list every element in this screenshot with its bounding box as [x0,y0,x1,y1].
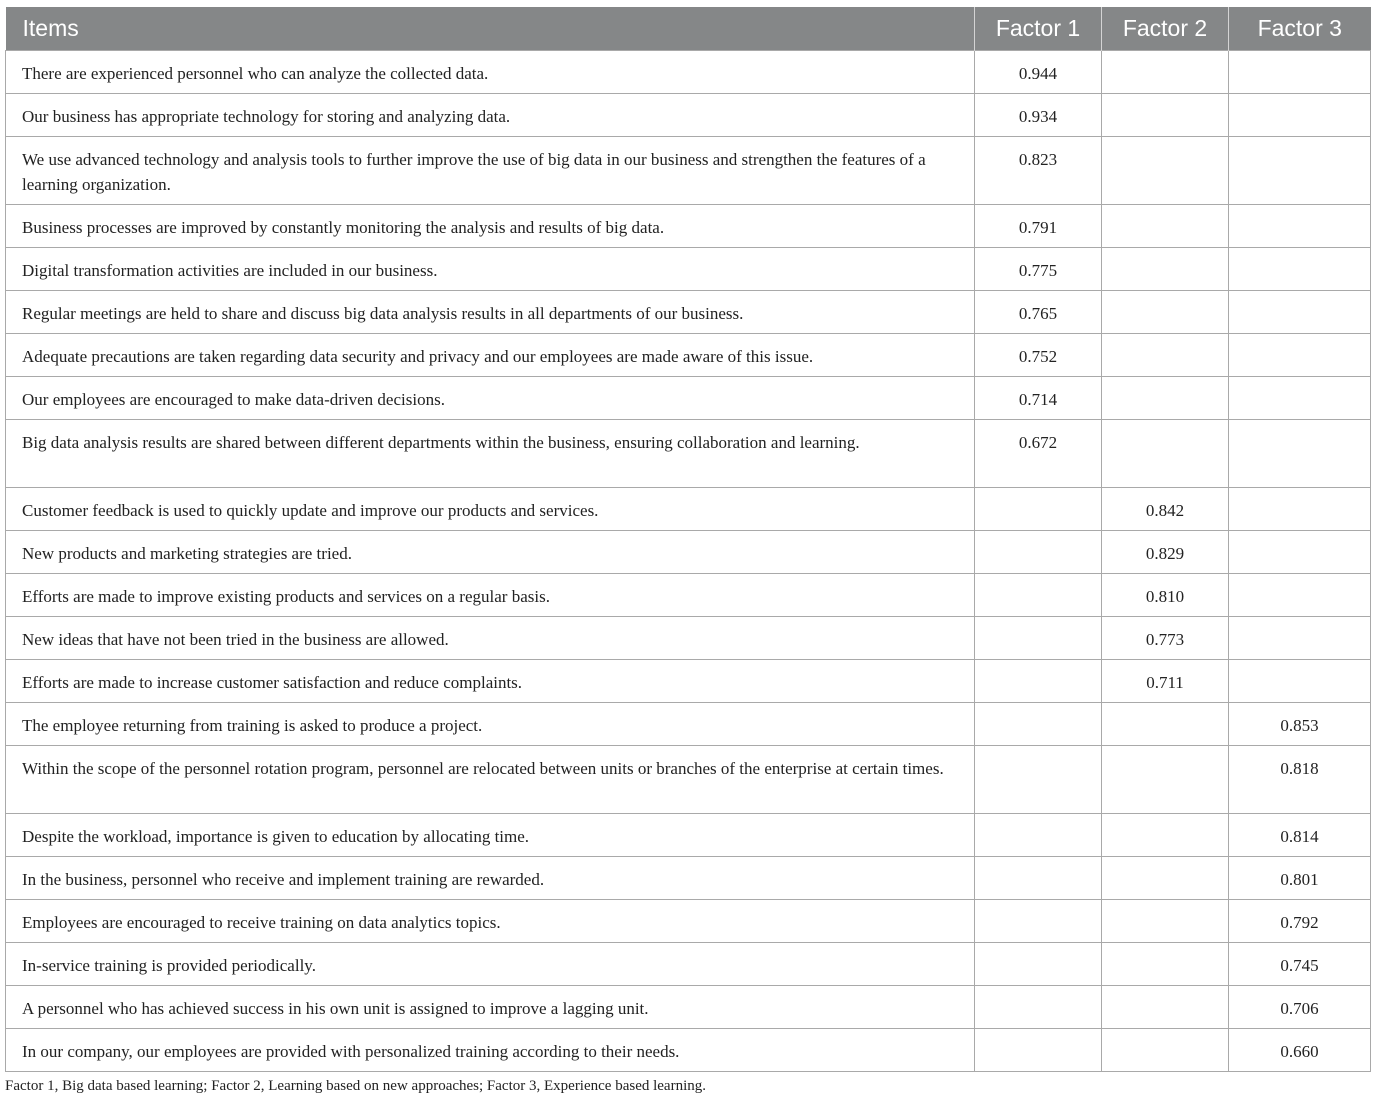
factor-3-loading-cell: 0.792 [1229,900,1371,943]
item-cell: Our employees are encouraged to make data-driven decisions. [6,377,975,420]
table-row [6,943,1371,986]
factor-3-loading-cell [1229,531,1371,574]
item-cell: There are experienced personnel who can analyze the collected data. [6,51,975,94]
item-cell: Our business has appropriate technology for storing and analyzing data. [6,94,975,137]
factor-2-loading-cell [1102,248,1229,291]
table-footnote: Factor 1, Big data based learning; Factor 2, Learning based on new approaches; Factor 3, Experience based learning. [5,1078,707,1094]
factor-1-loading-cell: 0.775 [975,248,1102,291]
item-cell: Digital transformation activities are included in our business. [6,248,975,291]
table-row [6,703,1371,746]
item-cell: Efforts are made to increase customer satisfaction and reduce complaints. [6,660,975,703]
factor-1-loading-cell [975,814,1102,857]
factor-1-loading-cell: 0.934 [975,94,1102,137]
table-row [6,291,1371,334]
item-cell: In our company, our employees are provided with personalized training according to their needs. [6,1029,975,1072]
factor-3-loading-cell: 0.660 [1229,1029,1371,1072]
item-cell: In-service training is provided periodically. [6,943,975,986]
factor-1-loading-cell [975,900,1102,943]
factor-3-loading-cell [1229,377,1371,420]
factor-3-loading-cell: 0.853 [1229,703,1371,746]
table-row [6,574,1371,617]
item-cell: The employee returning from training is asked to produce a project. [6,703,975,746]
factor-1-loading-cell [975,617,1102,660]
factor-3-loading-cell: 0.814 [1229,814,1371,857]
factor-1-loading-cell [975,1029,1102,1072]
item-cell: Despite the workload, importance is given to education by allocating time. [6,814,975,857]
table-row [6,857,1371,900]
table-row [6,531,1371,574]
factor-2-loading-cell: 0.810 [1102,574,1229,617]
factor-2-loading-cell [1102,986,1229,1029]
table-row [6,617,1371,660]
table-row [6,248,1371,291]
factor-3-loading-cell [1229,574,1371,617]
table-row [6,94,1371,137]
table-row [6,51,1371,94]
factor-2-loading-cell [1102,1029,1229,1072]
factor-1-loading-cell [975,574,1102,617]
factor-2-loading-cell [1102,900,1229,943]
item-cell: A personnel who has achieved success in his own unit is assigned to improve a lagging unit. [6,986,975,1029]
item-cell: Customer feedback is used to quickly update and improve our products and services. [6,488,975,531]
factor-1-loading-cell [975,746,1102,814]
factor-1-loading-cell [975,531,1102,574]
factor-2-loading-cell [1102,377,1229,420]
factor-1-loading-cell: 0.791 [975,205,1102,248]
table-row [6,488,1371,531]
factor-2-loading-cell: 0.842 [1102,488,1229,531]
header-factor-3: Factor 3 [1229,7,1371,51]
table-row [6,746,1371,814]
factor-3-loading-cell [1229,420,1371,488]
factor-2-loading-cell [1102,857,1229,900]
table-header-row [6,7,1371,51]
factor-3-loading-cell [1229,660,1371,703]
item-cell: Big data analysis results are shared between different departments within the business, ensuring collaboration and learning. [6,420,975,488]
table-row [6,137,1371,205]
factor-1-loading-cell: 0.714 [975,377,1102,420]
table-row [6,1029,1371,1072]
item-cell: We use advanced technology and analysis tools to further improve the use of big data in our business and strengthen the features of a learning organization. [6,137,975,205]
factor-3-loading-cell [1229,137,1371,205]
factor-2-loading-cell [1102,746,1229,814]
factor-1-loading-cell [975,857,1102,900]
table-row [6,660,1371,703]
table-row [6,377,1371,420]
factor-loadings-table-container [5,7,1370,1072]
table-row [6,814,1371,857]
item-cell: Business processes are improved by constantly monitoring the analysis and results of big data. [6,205,975,248]
table-row [6,334,1371,377]
item-cell: Adequate precautions are taken regarding data security and privacy and our employees are made aware of this issue. [6,334,975,377]
factor-1-loading-cell: 0.765 [975,291,1102,334]
factor-3-loading-cell [1229,51,1371,94]
factor-2-loading-cell: 0.829 [1102,531,1229,574]
factor-2-loading-cell [1102,334,1229,377]
item-cell: Employees are encouraged to receive training on data analytics topics. [6,900,975,943]
factor-3-loading-cell [1229,205,1371,248]
factor-3-loading-cell [1229,94,1371,137]
factor-1-loading-cell [975,488,1102,531]
factor-loadings-table [5,7,1371,1072]
table-body [6,51,1371,1072]
factor-2-loading-cell [1102,703,1229,746]
item-cell: New ideas that have not been tried in the business are allowed. [6,617,975,660]
factor-3-loading-cell: 0.706 [1229,986,1371,1029]
factor-2-loading-cell [1102,291,1229,334]
item-cell: Efforts are made to improve existing products and services on a regular basis. [6,574,975,617]
factor-3-loading-cell [1229,291,1371,334]
factor-2-loading-cell [1102,420,1229,488]
factor-2-loading-cell [1102,137,1229,205]
factor-2-loading-cell: 0.773 [1102,617,1229,660]
factor-3-loading-cell [1229,334,1371,377]
factor-3-loading-cell [1229,248,1371,291]
factor-1-loading-cell [975,660,1102,703]
factor-3-loading-cell [1229,617,1371,660]
header-factor-1: Factor 1 [975,7,1102,51]
item-cell: In the business, personnel who receive and implement training are rewarded. [6,857,975,900]
factor-3-loading-cell: 0.818 [1229,746,1371,814]
factor-1-loading-cell: 0.944 [975,51,1102,94]
factor-3-loading-cell [1229,488,1371,531]
header-items: Items [6,7,975,51]
factor-2-loading-cell [1102,205,1229,248]
item-cell: Regular meetings are held to share and discuss big data analysis results in all departments of our business. [6,291,975,334]
factor-3-loading-cell: 0.745 [1229,943,1371,986]
table-row [6,900,1371,943]
factor-1-loading-cell: 0.752 [975,334,1102,377]
factor-1-loading-cell [975,943,1102,986]
table-row [6,420,1371,488]
factor-2-loading-cell: 0.711 [1102,660,1229,703]
table-row [6,986,1371,1029]
factor-2-loading-cell [1102,943,1229,986]
item-cell: Within the scope of the personnel rotation program, personnel are relocated between units or branches of the enterprise at certain times. [6,746,975,814]
factor-2-loading-cell [1102,51,1229,94]
factor-1-loading-cell: 0.823 [975,137,1102,205]
factor-1-loading-cell [975,986,1102,1029]
factor-2-loading-cell [1102,814,1229,857]
table-row [6,205,1371,248]
item-cell: New products and marketing strategies are tried. [6,531,975,574]
factor-1-loading-cell [975,703,1102,746]
header-factor-2: Factor 2 [1102,7,1229,51]
factor-3-loading-cell: 0.801 [1229,857,1371,900]
factor-2-loading-cell [1102,94,1229,137]
factor-1-loading-cell: 0.672 [975,420,1102,488]
